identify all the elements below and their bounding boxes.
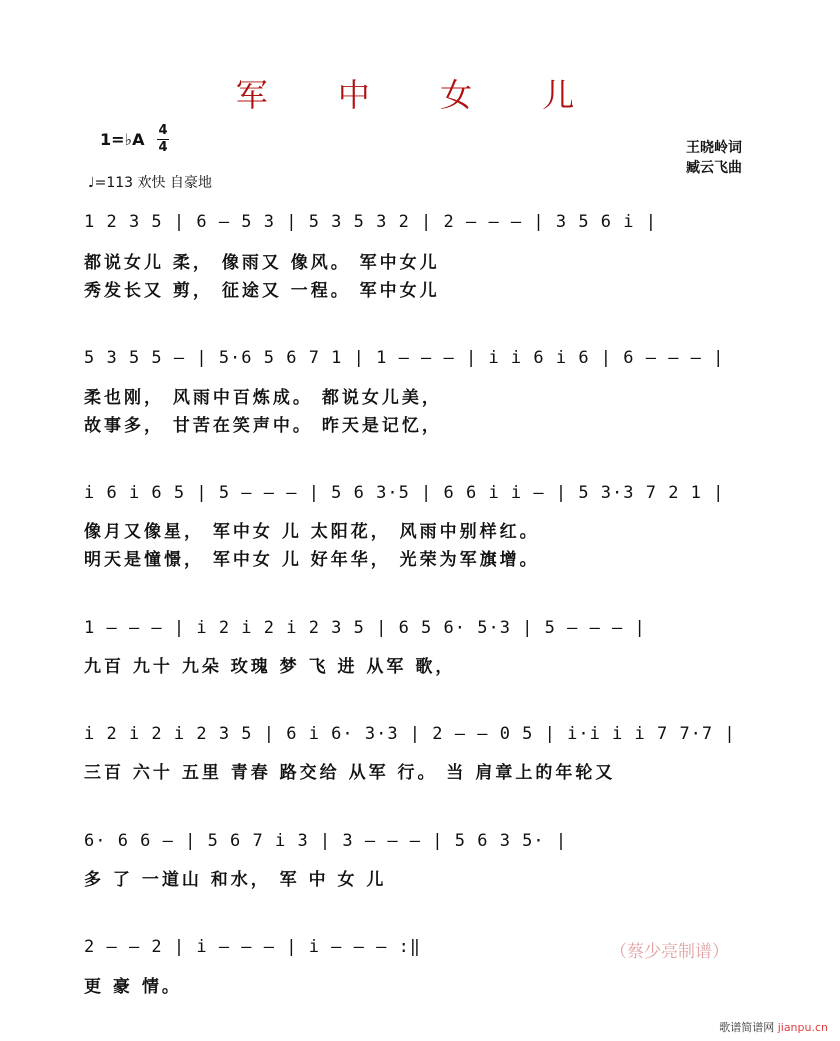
lyric-line: 九百 九十 九朵 玫瑰 梦 飞 进 从军 歌，: [84, 657, 456, 677]
meter-top: 4: [158, 123, 168, 138]
footer-url[interactable]: jianpu.cn: [777, 1021, 828, 1034]
notation-line: 1 2 3 5 | 6 – 5 3 | 5 3 5 3 2 | 2 – – – | 3 5 6 i |: [84, 212, 657, 232]
lyric-line: 故事多， 甘苦在笑声中。 昨天是记忆，: [84, 416, 442, 436]
lyric-line: 明天是憧憬， 军中女 儿 好年华， 光荣为军旗增。: [84, 550, 540, 570]
composer-credit: 臧云飞曲: [686, 160, 742, 176]
lyric-line: 更 豪 情。: [84, 977, 182, 997]
meter-bottom: 4: [158, 140, 168, 155]
score-title: 军 中 女 儿: [235, 76, 605, 114]
notation-line: 2 – – 2 | i – – – | i – – – :‖: [84, 937, 422, 957]
lyric-line: 秀发长又 剪， 征途又 一程。 军中女儿: [84, 281, 440, 301]
lyric-line: 像月又像星， 军中女 儿 太阳花， 风雨中别样红。: [84, 522, 540, 542]
tempo-marking: ♩=113 欢快 自豪地: [88, 175, 212, 191]
notation-line: 6· 6 6 – | 5 6 7 i 3 | 3 – – – | 5 6 3 5· |: [84, 831, 568, 851]
lyricist-credit: 王晓岭词: [686, 140, 742, 156]
footer-site: 歌谱简谱网: [719, 1021, 775, 1034]
notation-line: i 2 i 2 i 2 3 5 | 6 i 6· 3·3 | 2 – – 0 5 | i·i i i 7 7·7 |: [84, 724, 736, 744]
site-footer: [719, 1019, 828, 1035]
notation-line: 1 – – – | i 2 i 2 i 2 3 5 | 6 5 6· 5·3 | 5 – – – |: [84, 618, 646, 638]
lyric-line: 都说女儿 柔， 像雨又 像风。 军中女儿: [84, 253, 440, 273]
time-signature: [157, 124, 169, 155]
key-signature: 1=♭A: [100, 130, 145, 149]
lyric-line: 柔也刚， 风雨中百炼成。 都说女儿美，: [84, 388, 442, 408]
lyric-line: 三百 六十 五里 青春 路交给 从军 行。 当 肩章上的年轮又: [84, 763, 616, 783]
lyric-line: 多 了 一道山 和水， 军 中 女 儿: [84, 870, 387, 890]
notation-line: i 6 i 6 5 | 5 – – – | 5 6 3·5 | 6 6 i i – | 5 3·3 7 2 1 |: [84, 483, 725, 503]
notation-line: 5 3 5 5 – | 5·6 5 6 7 1 | 1 – – – | i i 6 i 6 | 6 – – – |: [84, 348, 725, 368]
transcriber-credit: （蔡少亮制谱）: [610, 942, 729, 962]
